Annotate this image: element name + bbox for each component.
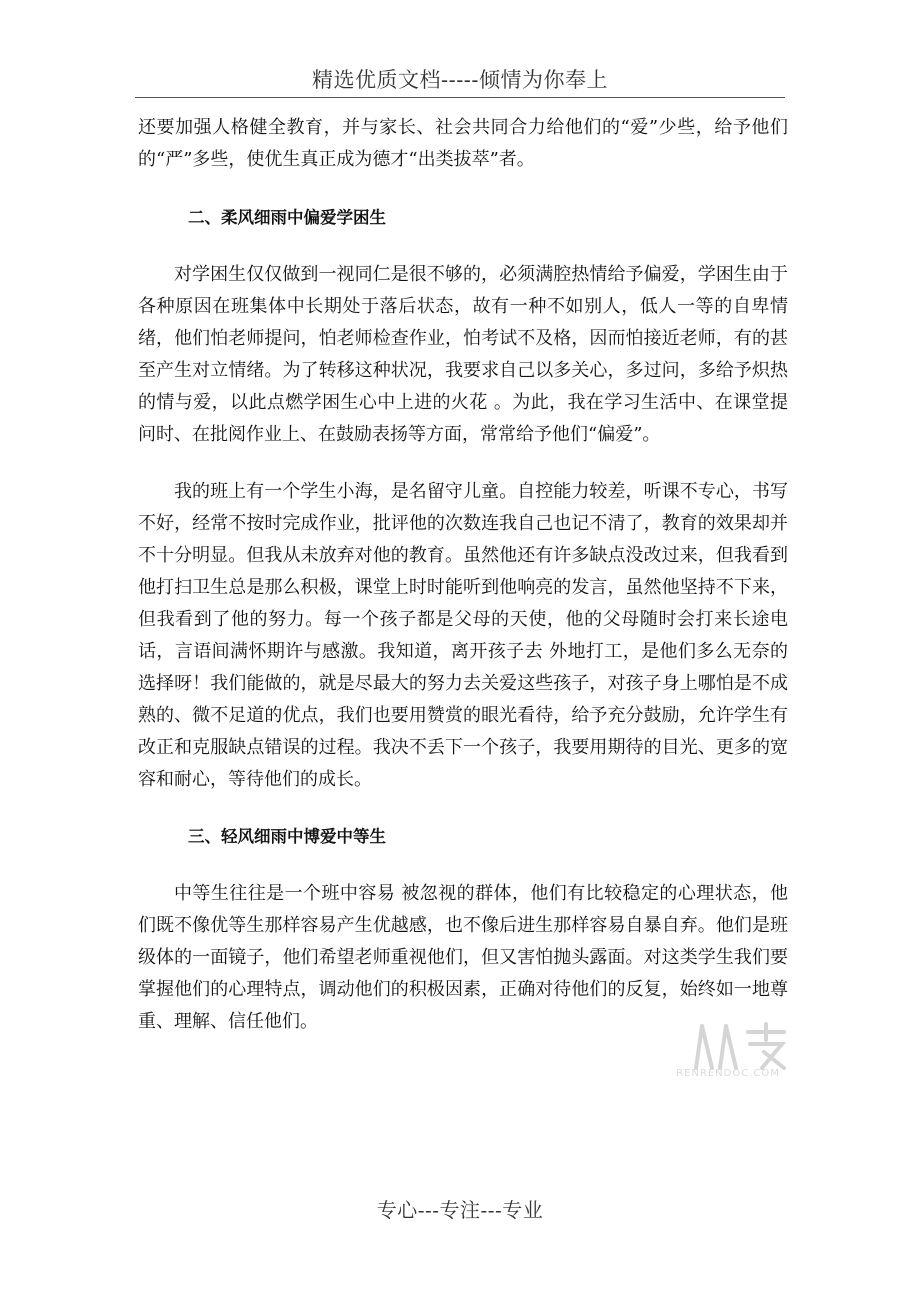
watermark-text: RENRENDOC.COM: [676, 1068, 780, 1079]
paragraph-average-students: 中等生往往是一个班中容易 被忽视的群体，他们有比较稳定的心理状态，他们既不像优等生那样容易产生优越感，也不像后进生那样容易自暴自弃。他们是班级体的一面镜子，他们希望老师重视他们，但又害怕抛头露面。对这类学生我们要掌握他们的心理特点，调动他们的积极因素，正确对待他们的反复，始终如一地尊重、理解、信任他们。: [138, 883, 788, 1032]
section-heading-3: 三、轻风细雨中博爱中等生: [188, 827, 386, 846]
document-body: [138, 112, 788, 1038]
page-header-title: 精选优质文档-----倾情为你奉上: [312, 68, 608, 92]
header-divider: [135, 97, 785, 98]
page-footer-text: 专心---专注---专业: [376, 1198, 544, 1222]
paragraph-struggling-students: 对学困生仅仅做到一视同仁是很不够的，必须满腔热情给予偏爱，学困生由于各种原因在班集体中长期处于落后状态，故有一种不如别人，低人一等的自卑情绪，他们怕老师提问，怕老师检查作业，怕考试不及格，因而怕接近老师，有的甚至产生对立情绪。为了转移这种状况，我要求自己以多关心，多过问，多给予炽热的情与爱，以此点燃学困生心中上进的火花 。为此，我在学习生活中、在课堂提问时、在批阅作业上、在鼓励表扬等方面，常常给予他们“偏爱”。: [138, 264, 788, 445]
paragraph-student-xiaohai: 我的班上有一个学生小海，是名留守儿童。自控能力较差，听课不专心，书写不好，经常不按时完成作业，批评他的次数连我自己也记不清了，教育的效果却并不十分明显。但我从未放弃对他的教育。虽然他还有许多缺点没改过来，但我看到他打扫卫生总是那么积极，课堂上时时能听到他响亮的发言，虽然他坚持不下来，但我看到了他的努力。每一个孩子都是父母的天使，他的父母随时会打来长途电话，言语间满怀期许与感激。我知道，离开孩子去 外地打工，是他们多么无奈的选择呀！我们能做的，就是尽最大的努力去关爱这些孩子，对孩子身上哪怕是不成熟的、微不足道的优点，我们也要用赞赏的眼光看待，给予充分鼓励，允许学生有改正和克服缺点错误的过程。我决不丢下一个孩子，我要用期待的目光、更多的宽容和耐心，等待他们的成长。: [138, 481, 788, 790]
section-heading-2: 二、柔风细雨中偏爱学困生: [188, 208, 386, 227]
paragraph-continuation: 还要加强人格健全教育，并与家长、社会共同合力给他们的“爱”少些，给予他们的“严”多些，使优生真正成为德才“出类拔萃”者。: [138, 117, 788, 170]
